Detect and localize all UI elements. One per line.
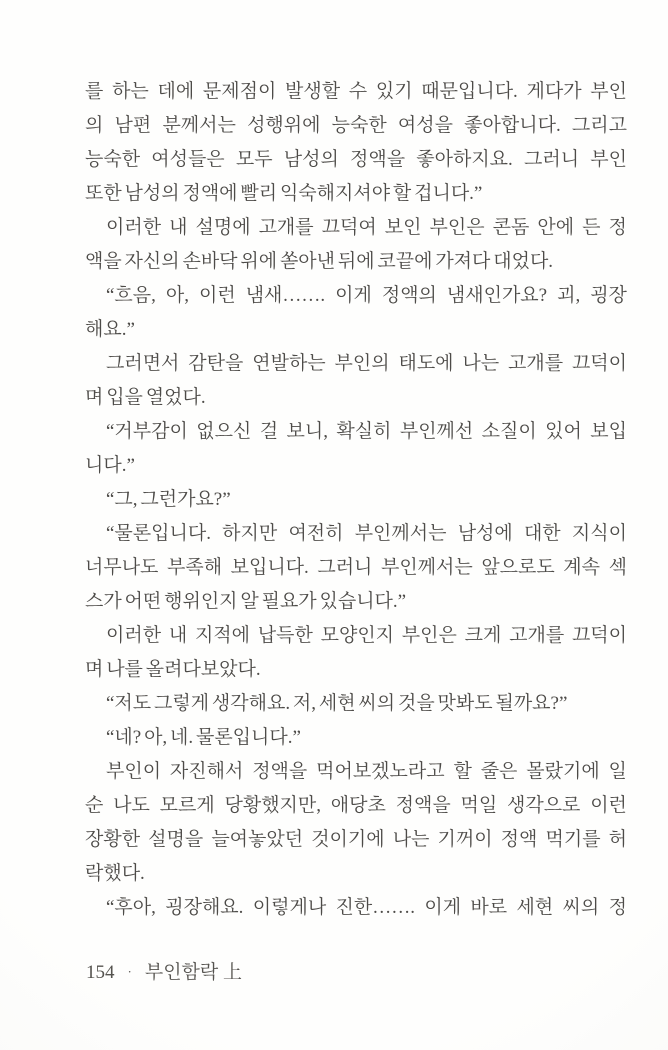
- text-line: 또한 남성의 정액에 빨리 익숙해지셔야 할 겁니다.”: [85, 183, 483, 204]
- text-line: 해요.”: [85, 319, 135, 340]
- body-text: [85, 75, 627, 925]
- text-line: 이러한 내 설명에 고개를 끄덕여 보인 부인은 콘돔 안에 든 정: [106, 217, 627, 238]
- text-line: 스가 어떤 행위인지 알 필요가 있습니다.”: [85, 591, 407, 612]
- text-line: “그, 그런가요?”: [106, 489, 231, 510]
- text-line: “네? 아, 네. 물론입니다.”: [106, 727, 301, 748]
- text-line: 이러한 내 지적에 납득한 모양인지 부인은 크게 고개를 끄덕이: [106, 625, 627, 646]
- text-line: 장황한 설명을 늘여놓았던 것이기에 나는 기꺼이 정액 먹기를 허: [85, 829, 627, 850]
- text-line: 며 입을 열었다.: [85, 387, 206, 408]
- text-line: 액을 자신의 손바닥 위에 쏟아낸 뒤에 코끝에 가져다 대었다.: [85, 251, 554, 272]
- text-line: 부인이 자진해서 정액을 먹어보겠노라고 할 줄은 몰랐기에 일: [106, 761, 627, 782]
- text-line: “거부감이 없으신 걸 보니, 확실히 부인께선 소질이 있어 보입: [106, 421, 627, 442]
- page-footer: [86, 956, 242, 990]
- text-line: 순 나도 모르게 당황했지만, 애당초 정액을 먹일 생각으로 이런: [85, 795, 627, 816]
- text-line: “물론입니다. 하지만 여전히 부인께서는 남성에 대한 지식이: [106, 523, 627, 544]
- text-line: 너무나도 부족해 보입니다. 그러니 부인께서는 앞으로도 계속 섹: [85, 557, 627, 578]
- text-line: “후아, 굉장해요. 이렇게나 진한……. 이게 바로 세현 씨의 정: [106, 897, 627, 918]
- page-number: 154: [86, 962, 115, 983]
- text-line: “저도 그렇게 생각해요. 저, 세현 씨의 것을 맛봐도 될까요?”: [106, 693, 568, 714]
- footer-separator-dot: ·: [127, 964, 132, 979]
- text-line: “흐음, 아, 이런 냄새……. 이게 정액의 냄새인가요? 괴, 굉장: [106, 285, 627, 306]
- text-line: 의 남편 분께서는 성행위에 능숙한 여성을 좋아합니다. 그리고: [85, 115, 627, 136]
- text-line: 능숙한 여성들은 모두 남성의 정액을 좋아하지요. 그러니 부인: [85, 149, 627, 170]
- text-line: 그러면서 감탄을 연발하는 부인의 태도에 나는 고개를 끄덕이: [106, 353, 627, 374]
- text-line: 락했다.: [85, 863, 145, 884]
- text-line: 를 하는 데에 문제점이 발생할 수 있기 때문입니다. 게다가 부인: [85, 81, 627, 102]
- text-line: 며 나를 올려다보았다.: [85, 659, 261, 680]
- book-title: 부인함락 上: [144, 962, 243, 983]
- text-line: 니다.”: [85, 455, 135, 476]
